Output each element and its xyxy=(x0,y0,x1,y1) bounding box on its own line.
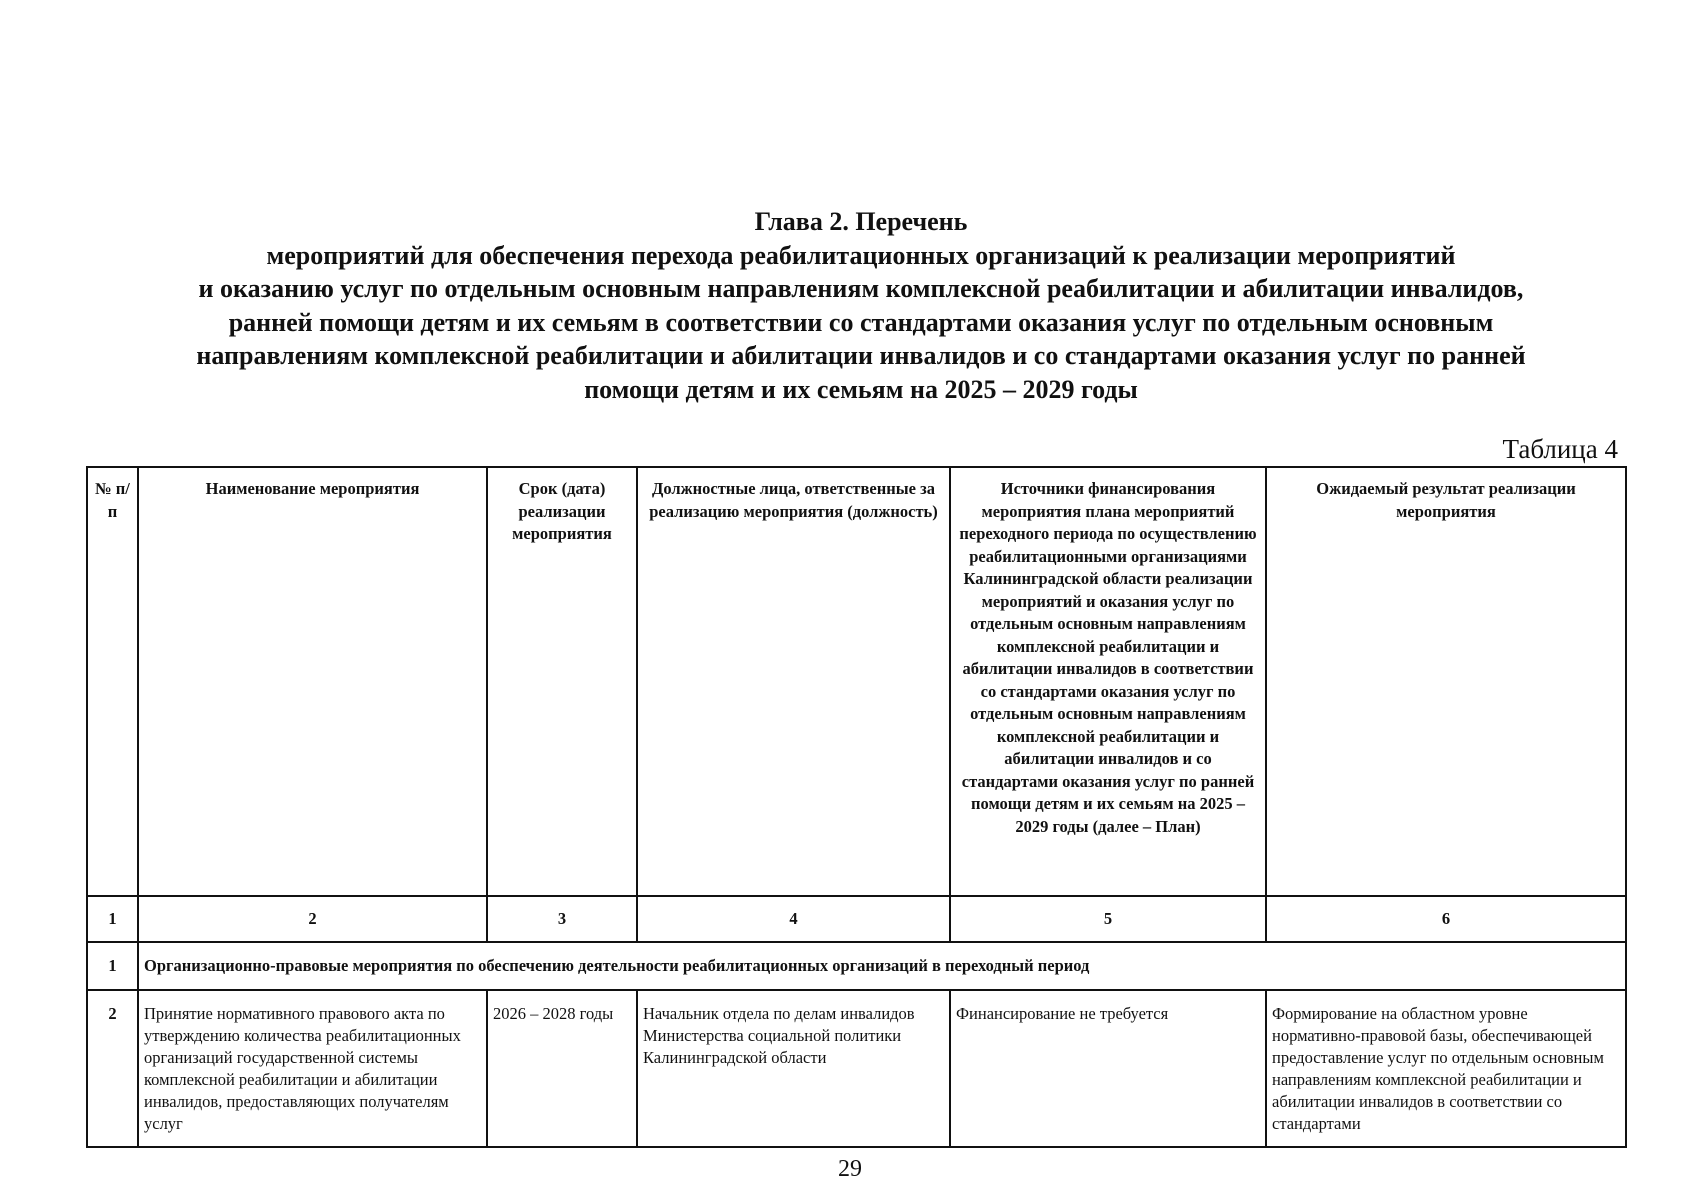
section-title: Организационно-правовые мероприятия по обеспечению деятельности реабилитационных организаций в переходный период xyxy=(138,942,1626,990)
heading-line-2: мероприятий для обеспечения перехода реабилитационных организаций к реализации мероприятий xyxy=(266,240,1456,270)
measures-table xyxy=(86,466,1627,1148)
heading-line-3: и оказанию услуг по отдельным основным направлениям комплексной реабилитации и абилитации инвалидов, xyxy=(198,274,1524,303)
table-caption: Таблица 4 xyxy=(1502,434,1618,464)
column-number-cell: 3 xyxy=(487,896,637,942)
column-number-cell: 5 xyxy=(950,896,1266,942)
row-number: 2 xyxy=(87,990,138,1147)
chapter-heading xyxy=(86,205,1636,406)
header-cell-financing: Источники финансирования мероприятия плана мероприятий переходного периода по осуществлению реабилитационными организациями Калининградской области реализации мероприятий и оказания услуг по отдельным основным направлениям комплексной реабилитации и абилитации инвалидов в соответствии со стандартами оказания услуг по отдельным основным направлениям комплексной реабилитации и абилитации инвалидов и со стандартами оказания услуг по ранней помощи детям и их семьям на 2025 – 2029 годы (далее – План) xyxy=(950,467,1266,896)
row-result: Формирование на областном уровне нормативно-правовой базы, обеспечивающей предоставление услуг по отдельным основным направлениям комплексной реабилитации и абилитации инвалидов в соответствии со стандартами xyxy=(1266,990,1626,1147)
column-numbers-row xyxy=(87,896,1626,942)
column-number-cell: 6 xyxy=(1266,896,1626,942)
column-number-cell: 4 xyxy=(637,896,950,942)
heading-line-4: ранней помощи детям и их семьям в соответствии со стандартами оказания услуг по отдельным основным xyxy=(228,307,1494,337)
row-responsible: Начальник отдела по делам инвалидов Министерства социальной политики Калининградской области xyxy=(637,990,950,1147)
header-cell-responsible: Должностные лица, ответственные за реализацию мероприятия (должность) xyxy=(637,467,950,896)
table-row xyxy=(87,990,1626,1147)
row-term: 2026 – 2028 годы xyxy=(487,990,637,1147)
row-financing: Финансирование не требуется xyxy=(950,990,1266,1147)
table-header-row xyxy=(87,467,1626,896)
row-measure-name: Принятие нормативного правового акта по утверждению количества реабилитационных организаций государственной системы комплексной реабилитации и абилитации инвалидов, предоставляющих получателям услуг xyxy=(138,990,487,1147)
page-number: 29 xyxy=(838,1156,862,1182)
header-cell-result: Ожидаемый результат реализации мероприятия xyxy=(1266,467,1626,896)
header-cell-number: № п/п xyxy=(87,467,138,896)
heading-line-1: Глава 2. Перечень xyxy=(754,207,968,236)
section-number: 1 xyxy=(87,942,138,990)
column-number-cell: 2 xyxy=(138,896,487,942)
heading-line-5: направлениям комплексной реабилитации и абилитации инвалидов и со стандартами оказания услуг по ранней xyxy=(196,341,1526,370)
heading-line-6: помощи детям и их семьям на 2025 – 2029 годы xyxy=(584,374,1138,404)
column-number-cell: 1 xyxy=(87,896,138,942)
section-row xyxy=(87,942,1626,990)
header-cell-measure-name: Наименование мероприятия xyxy=(138,467,487,896)
header-cell-term: Срок (дата) реализации мероприятия xyxy=(487,467,637,896)
